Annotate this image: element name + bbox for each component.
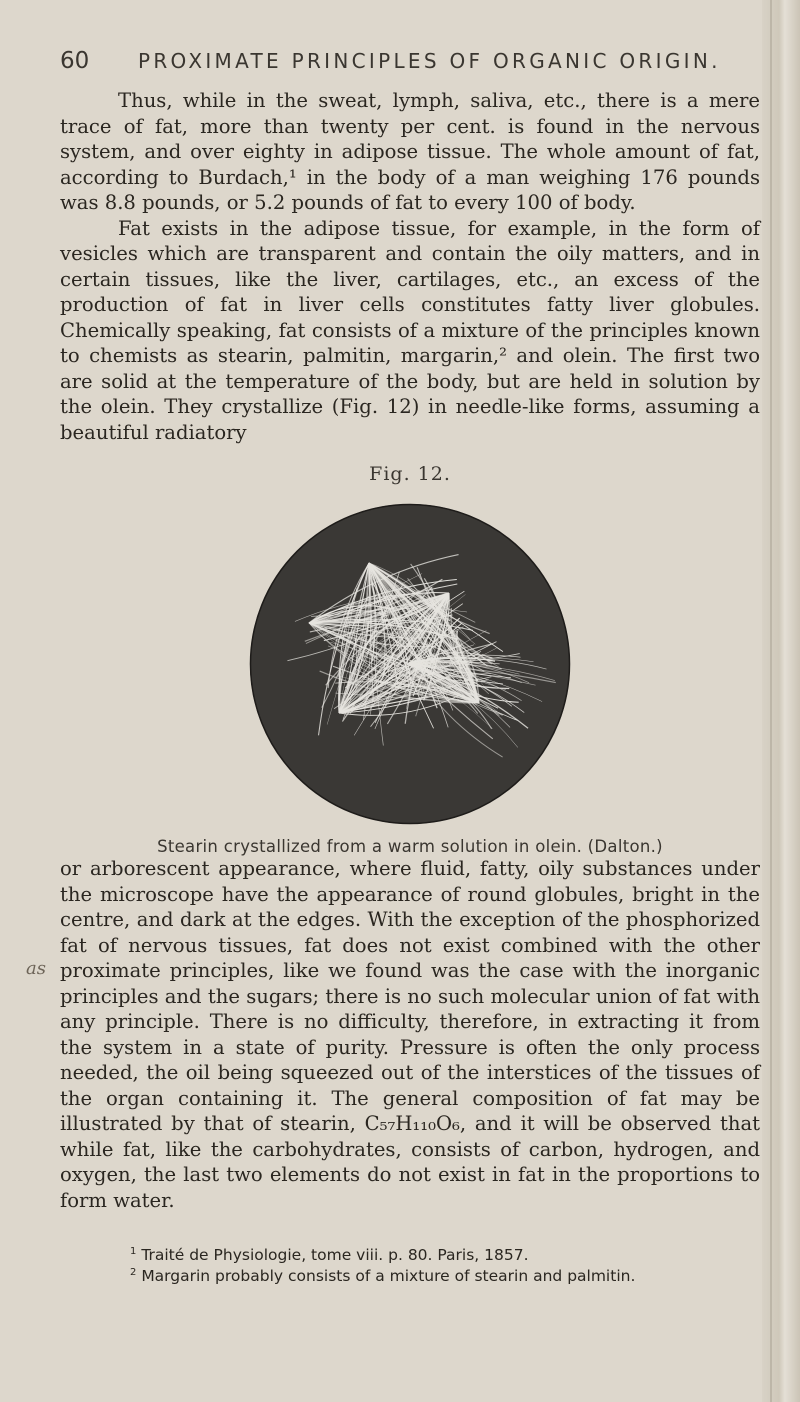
paragraph-fat-distribution: Thus, while in the sweat, lymph, saliva, etc., there is a mere trace of fat, more than twenty per cent. is found in the nervous system, and over eighty in adipose tissue. The whole amount of fat, according to Burdach,¹ in the body of a man weighing 176 pounds was 8.8 pounds, or 5.2 pounds of fat to every 100 of body. [60, 89, 760, 214]
stearin-crystal-illustration [249, 503, 571, 825]
footnotes [60, 1243, 760, 1285]
figure-caption: Stearin crystallized from a warm solution in olein. (Dalton.) [157, 837, 663, 856]
footnote-1-mark: 1 [130, 1246, 137, 1257]
footnote-2-text: Margarin probably consists of a mixture of stearin and palmitin. [141, 1267, 636, 1286]
footnote-2 [130, 1264, 760, 1285]
figure-stearin-crystals [60, 503, 760, 825]
page-edge [762, 0, 800, 1402]
running-head-title: PROXIMATE PRINCIPLES OF ORGANIC ORIGIN. [138, 49, 721, 73]
figure-label: Fig. 12. [369, 463, 451, 485]
paragraph-fat-properties: or arborescent appearance, where fluid, fatty, oily substances under the microscope have the appearance of round globules, bright in the centre, and dark at the edges. With the exception of the phosphorized fat of nervous tissues, fat does not exist combined with the other proximate principles, like we found was the case with the inorganic principles and the sugars; there is no such molecular union of fat with any principle. There is no difficulty, therefore, in extracting it from the system in a state of purity. Pressure is often the only process needed, the oil being squeezed out of the interstices of the tissues of the organ containing it. The general composition of fat may be illustrated by that of stearin, C₅₇H₁₁₀O₆, and it will be observed that while fat, like the carbohydrates, consists of carbon, hydrogen, and oxygen, the last two elements do not exist in fat in the proportions to form water. [60, 857, 760, 1212]
page-number: 60 [60, 48, 90, 74]
running-head [60, 48, 760, 88]
page-content [60, 48, 760, 1285]
margin-annotation: as [26, 958, 46, 979]
footnote-1-text: Traité de Physiologie, tome viii. p. 80. Paris, 1857. [141, 1246, 529, 1265]
footnote-2-mark: 2 [130, 1267, 137, 1279]
paragraph-fat-composition: Fat exists in the adipose tissue, for example, in the form of vesicles which are transparent and contain the oily matters, and in certain tissues, like the liver, cartilages, etc., an excess of the production of fat in liver cells constitutes fatty liver globules. Chemically speaking, fat consists of a mixture of the principles known to chemists as stearin, palmitin, margarin,² and olein. The first two are solid at the temperature of the body, but are held in solution by the olein. They crystallize (Fig. 12) in needle-like forms, assuming a beautiful radiatory [60, 216, 760, 444]
footnote-1 [130, 1243, 760, 1264]
